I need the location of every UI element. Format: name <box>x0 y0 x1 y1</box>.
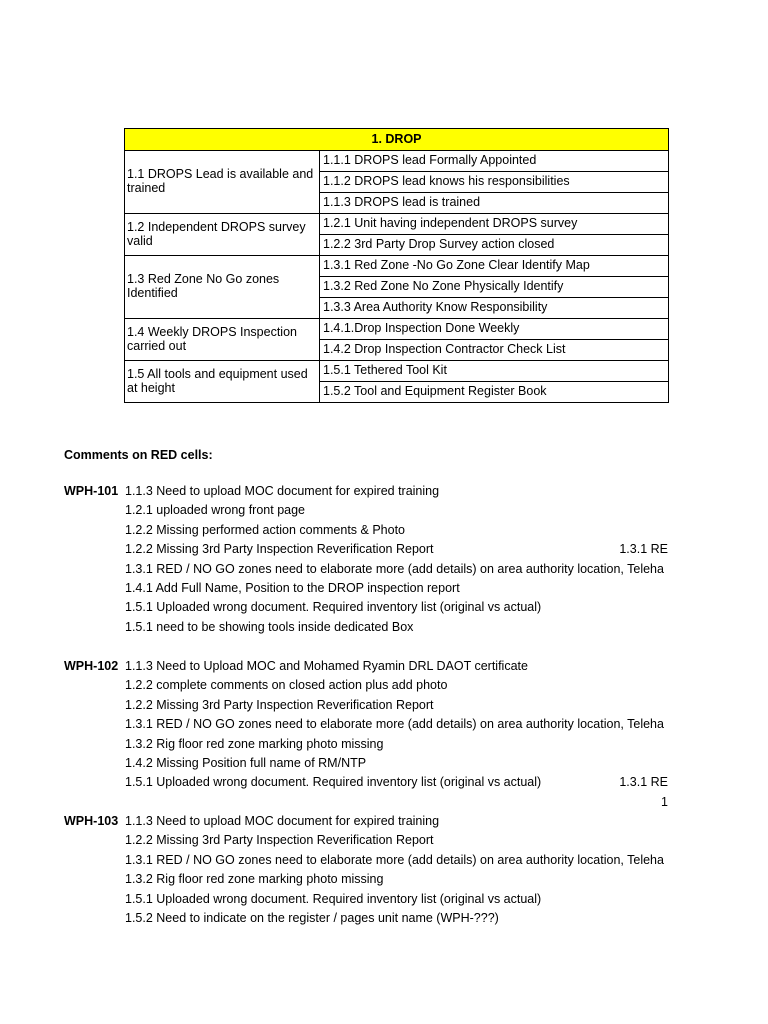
category-cell: 1.1 DROPS Lead is available and trained <box>125 151 320 214</box>
comment-text: 1.2.2 Missing performed action comments & Photo <box>125 522 405 537</box>
category-cell: 1.4 Weekly DROPS Inspection carried out <box>125 319 320 361</box>
comment-text: 1.1.3 Need to upload MOC document for expired training <box>125 484 440 498</box>
comment-line <box>64 911 668 930</box>
comment-line <box>64 581 668 600</box>
item-cell: 1.5.1 Tethered Tool Kit <box>320 361 669 382</box>
comment-text: 1.3.2 Rig floor red zone marking photo missing <box>125 736 384 751</box>
item-cell: 1.4.2 Drop Inspection Contractor Check List <box>320 340 669 361</box>
unit-label: WPH-102 <box>64 659 119 673</box>
comment-text: 1.4.2 Missing Position full name of RM/NTP <box>125 755 367 770</box>
comment-text: 1.3.2 Rig floor red zone marking photo missing <box>125 872 384 887</box>
category-cell: 1.5 All tools and equipment used at height <box>125 361 320 403</box>
category-cell: 1.3 Red Zone No Go zones Identified <box>125 256 320 319</box>
comment-text: 1.3.1 RED / NO GO zones need to elaborate more (add details) on area authority location, Teleha <box>125 852 664 867</box>
item-cell: 1.4.1.Drop Inspection Done Weekly <box>320 319 669 340</box>
comment-text: 1.2.2 Missing 3rd Party Inspection Reverification Report <box>125 697 434 712</box>
comment-text: 1.3.1 RED / NO GO zones need to elaborate more (add details) on area authority location, Teleha <box>125 717 664 732</box>
item-cell: 1.2.1 Unit having independent DROPS survey <box>320 214 669 235</box>
item-cell: 1.3.2 Red Zone No Zone Physically Identify <box>320 277 669 298</box>
item-cell: 1.5.2 Tool and Equipment Register Book <box>320 382 669 403</box>
comment-text: 1.3.1 RED / NO GO zones need to elaborate more (add details) on area authority location, Teleha <box>125 561 664 576</box>
comment-text: 1.2.2 Missing 3rd Party Inspection Reverification Report <box>125 542 434 557</box>
drop-checklist-table <box>124 128 669 403</box>
comment-text: 1.5.1 Uploaded wrong document. Required inventory list (original vs actual) <box>125 891 542 906</box>
comment-text: 1.5.1 Uploaded wrong document. Required inventory list (original vs actual) <box>125 600 542 615</box>
comment-group-wph-103 <box>64 814 668 930</box>
comment-line <box>64 659 668 678</box>
item-cell: 1.2.2 3rd Party Drop Survey action closed <box>320 235 669 256</box>
comment-group-wph-102 <box>64 659 668 814</box>
side-note: 1.3.1 RE <box>619 542 668 557</box>
table-header-title: 1. DROP <box>125 129 669 151</box>
table-header-row <box>125 129 669 151</box>
comment-line <box>64 814 668 833</box>
comment-line <box>64 678 668 697</box>
comment-text: 1.5.1 Uploaded wrong document. Required inventory list (original vs actual) <box>125 775 542 790</box>
item-cell: 1.1.2 DROPS lead knows his responsibilities <box>320 172 669 193</box>
comment-line <box>64 698 668 717</box>
comment-line <box>64 833 668 852</box>
table-row <box>125 151 669 172</box>
comment-line <box>64 484 668 503</box>
comment-line <box>64 872 668 891</box>
table-row <box>125 256 669 277</box>
comment-line <box>64 795 668 814</box>
comment-group-wph-101 <box>64 484 668 639</box>
unit-label: WPH-101 <box>64 484 119 498</box>
table-row <box>125 361 669 382</box>
comment-line <box>64 620 668 639</box>
comment-line <box>64 523 668 542</box>
comment-text: 1.5.1 need to be showing tools inside dedicated Box <box>125 619 414 634</box>
comment-line <box>64 775 668 794</box>
unit-label: WPH-103 <box>64 814 119 828</box>
item-cell: 1.1.3 DROPS lead is trained <box>320 193 669 214</box>
comment-text: 1.2.1 uploaded wrong front page <box>125 503 305 518</box>
comment-line <box>64 542 668 561</box>
comment-text: 1.5.2 Need to indicate on the register / pages unit name (WPH-???) <box>125 910 499 925</box>
item-cell: 1.3.1 Red Zone -No Go Zone Clear Identify Map <box>320 256 669 277</box>
comments-title: Comments on RED cells: <box>64 448 213 462</box>
comment-text: 1.1.3 Need to upload MOC document for expired training <box>125 814 440 828</box>
table-row <box>125 319 669 340</box>
side-note: 1.3.1 RE <box>619 775 668 790</box>
comment-line <box>64 562 668 581</box>
comment-line <box>64 737 668 756</box>
comment-line <box>64 756 668 775</box>
side-note: 1 <box>661 794 668 809</box>
comment-text: 1.1.3 Need to Upload MOC and Mohamed Ryamin DRL DAOT certificate <box>125 659 528 673</box>
comment-line <box>64 717 668 736</box>
category-cell: 1.2 Independent DROPS survey valid <box>125 214 320 256</box>
table-row <box>125 214 669 235</box>
item-cell: 1.1.1 DROPS lead Formally Appointed <box>320 151 669 172</box>
comment-text: 1.4.1 Add Full Name, Position to the DROP inspection report <box>125 580 460 595</box>
comment-text: 1.2.2 complete comments on closed action plus add photo <box>125 678 448 693</box>
comment-line <box>64 503 668 522</box>
comment-line <box>64 853 668 872</box>
comment-line <box>64 600 668 619</box>
comment-text: 1.2.2 Missing 3rd Party Inspection Reverification Report <box>125 833 434 848</box>
comment-line <box>64 892 668 911</box>
item-cell: 1.3.3 Area Authority Know Responsibility <box>320 298 669 319</box>
